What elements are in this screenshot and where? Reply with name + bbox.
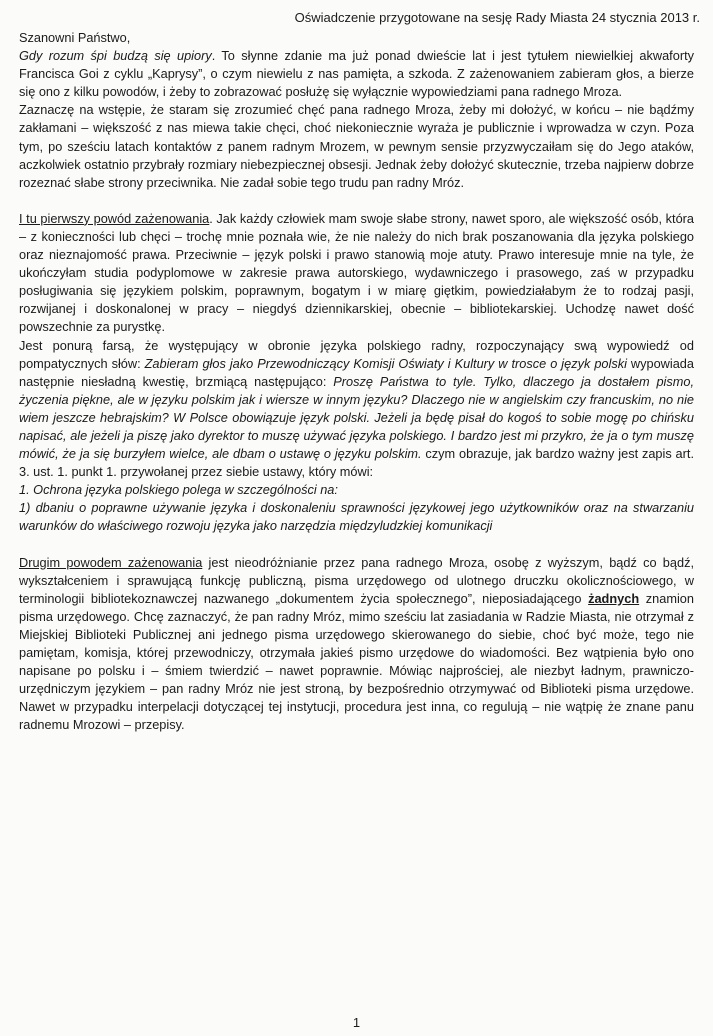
farce-middle: wypowiada następnie niesładną kwestię, brzmiącą następująco: [19, 355, 694, 389]
second-reason-text-2: znamion pisma urzędowego. Chcę zaznaczyć, że pan radny Mróz, mimo sześciu lat zasiadania w Radzie Miasta, nie otrzymał z Miejskiej Biblioteki Publicznej ani jednego pisma urzędowego skierowanego do siebie, choć być może, tego nie pamiętam, komisja, której przewodniczy, otrzymała jakieś pismo urzędowe do wiadomości. Bez wątpienia było ono napisane po polsku i – śmiem twierdzić – nawet poprawnie. Mówiąc najprościej, ale niezbyt ładnym, prawniczo-urzędniczym językiem – pan radny Mróz nie jest stroną, by bezpośrednio otrzymywać od Biblioteki pisma urzędowe. Nawet w przypadku interpelacji dotyczącej tej instytucji, procedura jest inna, co regulują – nie wątpię że znane panu radnemu Mrozowi – przepisy. [19, 590, 694, 733]
document-body [19, 29, 694, 734]
law-point-1-1-text: 1) dbaniu o poprawne używanie języka i doskonaleniu sprawności językowej jego użytkowników oraz na stwarzaniu warunków do właściwego rozwoju języka jako narzędzia międzyludzkiej komunikacji [19, 500, 694, 534]
paragraph-gap [19, 536, 694, 554]
salutation: Szanowni Państwo, [19, 30, 131, 45]
farce-quote-speech: Proszę Państwa to tyle. Tylko, dlaczego ja dostałem pismo, życzenia piękne, ale w języku polskim jak i wiersze w innym języku? Dlaczego nie w angielskim czy francuskim, no nie wiem jeszcze hebrajskim? W Polsce obowiązuje język polski. Jeżeli ja będę pisał do kogoś to sobie mogę po chińsku napisać, ale jeżeli ja piszę jako dyrektor to muszę używać języka polskiego. I bardzo jest mi przykro, że ja o tym muszę mówić, że ja się burzyłem wielce, ale dbam o ustawę o języku polskim. [19, 373, 694, 462]
paragraph-goya-text: . To słynne zdanie ma już ponad dwieście lat i jest tytułem niewielkiej akwaforty Francisca Goi z cyklu „Kaprysy”, o czym niewielu z nas pamięta, a szkoda. Z zażenowaniem zabieram głos, a bierze się ono z kilku powodów, i żeby to zobrazować posłużę się wyłącznie wypowiedziami pana radnego Mroza. [19, 48, 694, 100]
farce-quote-opening: Zabieram głos jako Przewodniczący Komisji Oświaty i Kultury w trosce o język polski [144, 355, 627, 371]
paragraph-farce [19, 337, 694, 482]
first-reason-text: . Jak każdy człowiek mam swoje słabe strony, nawet sporo, ale większość osób, która – z konieczności lub chęci – trochę mnie poznała wie, że nie należy do nich brak poszanowania dla języka polskiego oraz nieznajomość prawa. Przeciwnie – język polski i prawo stanowią moje atuty. Prawo interesuje mnie na tyle, że ukończyłam studia podyplomowe w zakresie prawa autorskiego, wydawniczego i prasowego, zaś w przypadku posługiwania się językiem polskim, poprawnym, bogatym i w miarę giętkim, powiedziałabym że to rodzaj pasji, rozwijanej i doskonalonej w pracy – niegdyś dziennikarskiej, obecnie – bibliotekarskiej. Uchodzę nawet dość powszechnie za purystkę. [19, 210, 694, 335]
farce-intro: Jest ponurą farsą, że występujący w obronie języka polskiego radny, rozpoczynający swą wypowiedź od pompatycznych słów: [19, 337, 694, 371]
page-number: 1 [352, 1015, 361, 1030]
goya-quote: Gdy rozum śpi budzą się upiory [19, 48, 212, 64]
first-reason-lead: I tu pierwszy powód zażenowania [19, 210, 210, 226]
law-point-1 [19, 481, 694, 499]
paragraph-intro: Zaznaczę na wstępie, że staram się zrozumieć chęć pana radnego Mroza, żeby mi dołożyć, w końcu – nie bądźmy zakłamani – większość z nas miewa takie chęci, choć niekoniecznie wyraża je publicznie i wprowadza w czyn. Poza tym, po sześciu latach kontaktów z panem radnym Mrozem, w pewnym sensie przyzwyczaiłam się do Jego ataków, aczkolwiek ostatnio przybrały rozmiary niebezpiecznej obsesji. Jednak żeby dołożyć skutecznie, trzeba najpierw dobrze rozeznać słabe strony przeciwnika. Nie zadał sobie tego trudu pan radny Mróz. [19, 102, 694, 190]
law-point-1-text: 1. Ochrona języka polskiego polega w szczególności na: [19, 482, 338, 498]
paragraph-second-reason [19, 554, 694, 735]
second-reason-text-1: jest nieodróżnianie przez pana radnego Mroza, osobę z wyższym, bądź co bądź, wykształceniem i sprawującą funkcję publiczną, pisma urzędowego od ulotnego druczku okolicznościowego, w terminologii bibliotekoznawczej nazwanego „dokumentem życia społecznego”, nieposiadającego [19, 554, 694, 606]
paragraph-gap [19, 192, 694, 210]
second-reason-lead: Drugim powodem zażenowania [19, 554, 203, 570]
farce-tail: czym obrazuje, jak bardzo ważny jest zapis art. 3. ust. 1. punkt 1. przywołanej przez siebie ustawy, który mówi: [19, 446, 694, 480]
page-header: Oświadczenie przygotowane na sesję Rady Miasta 24 stycznia 2013 r. [294, 10, 700, 25]
paragraph-goya [19, 47, 694, 101]
law-point-1-1 [19, 499, 694, 535]
paragraph-first-reason [19, 210, 694, 337]
second-reason-bold: żadnych [588, 590, 640, 606]
